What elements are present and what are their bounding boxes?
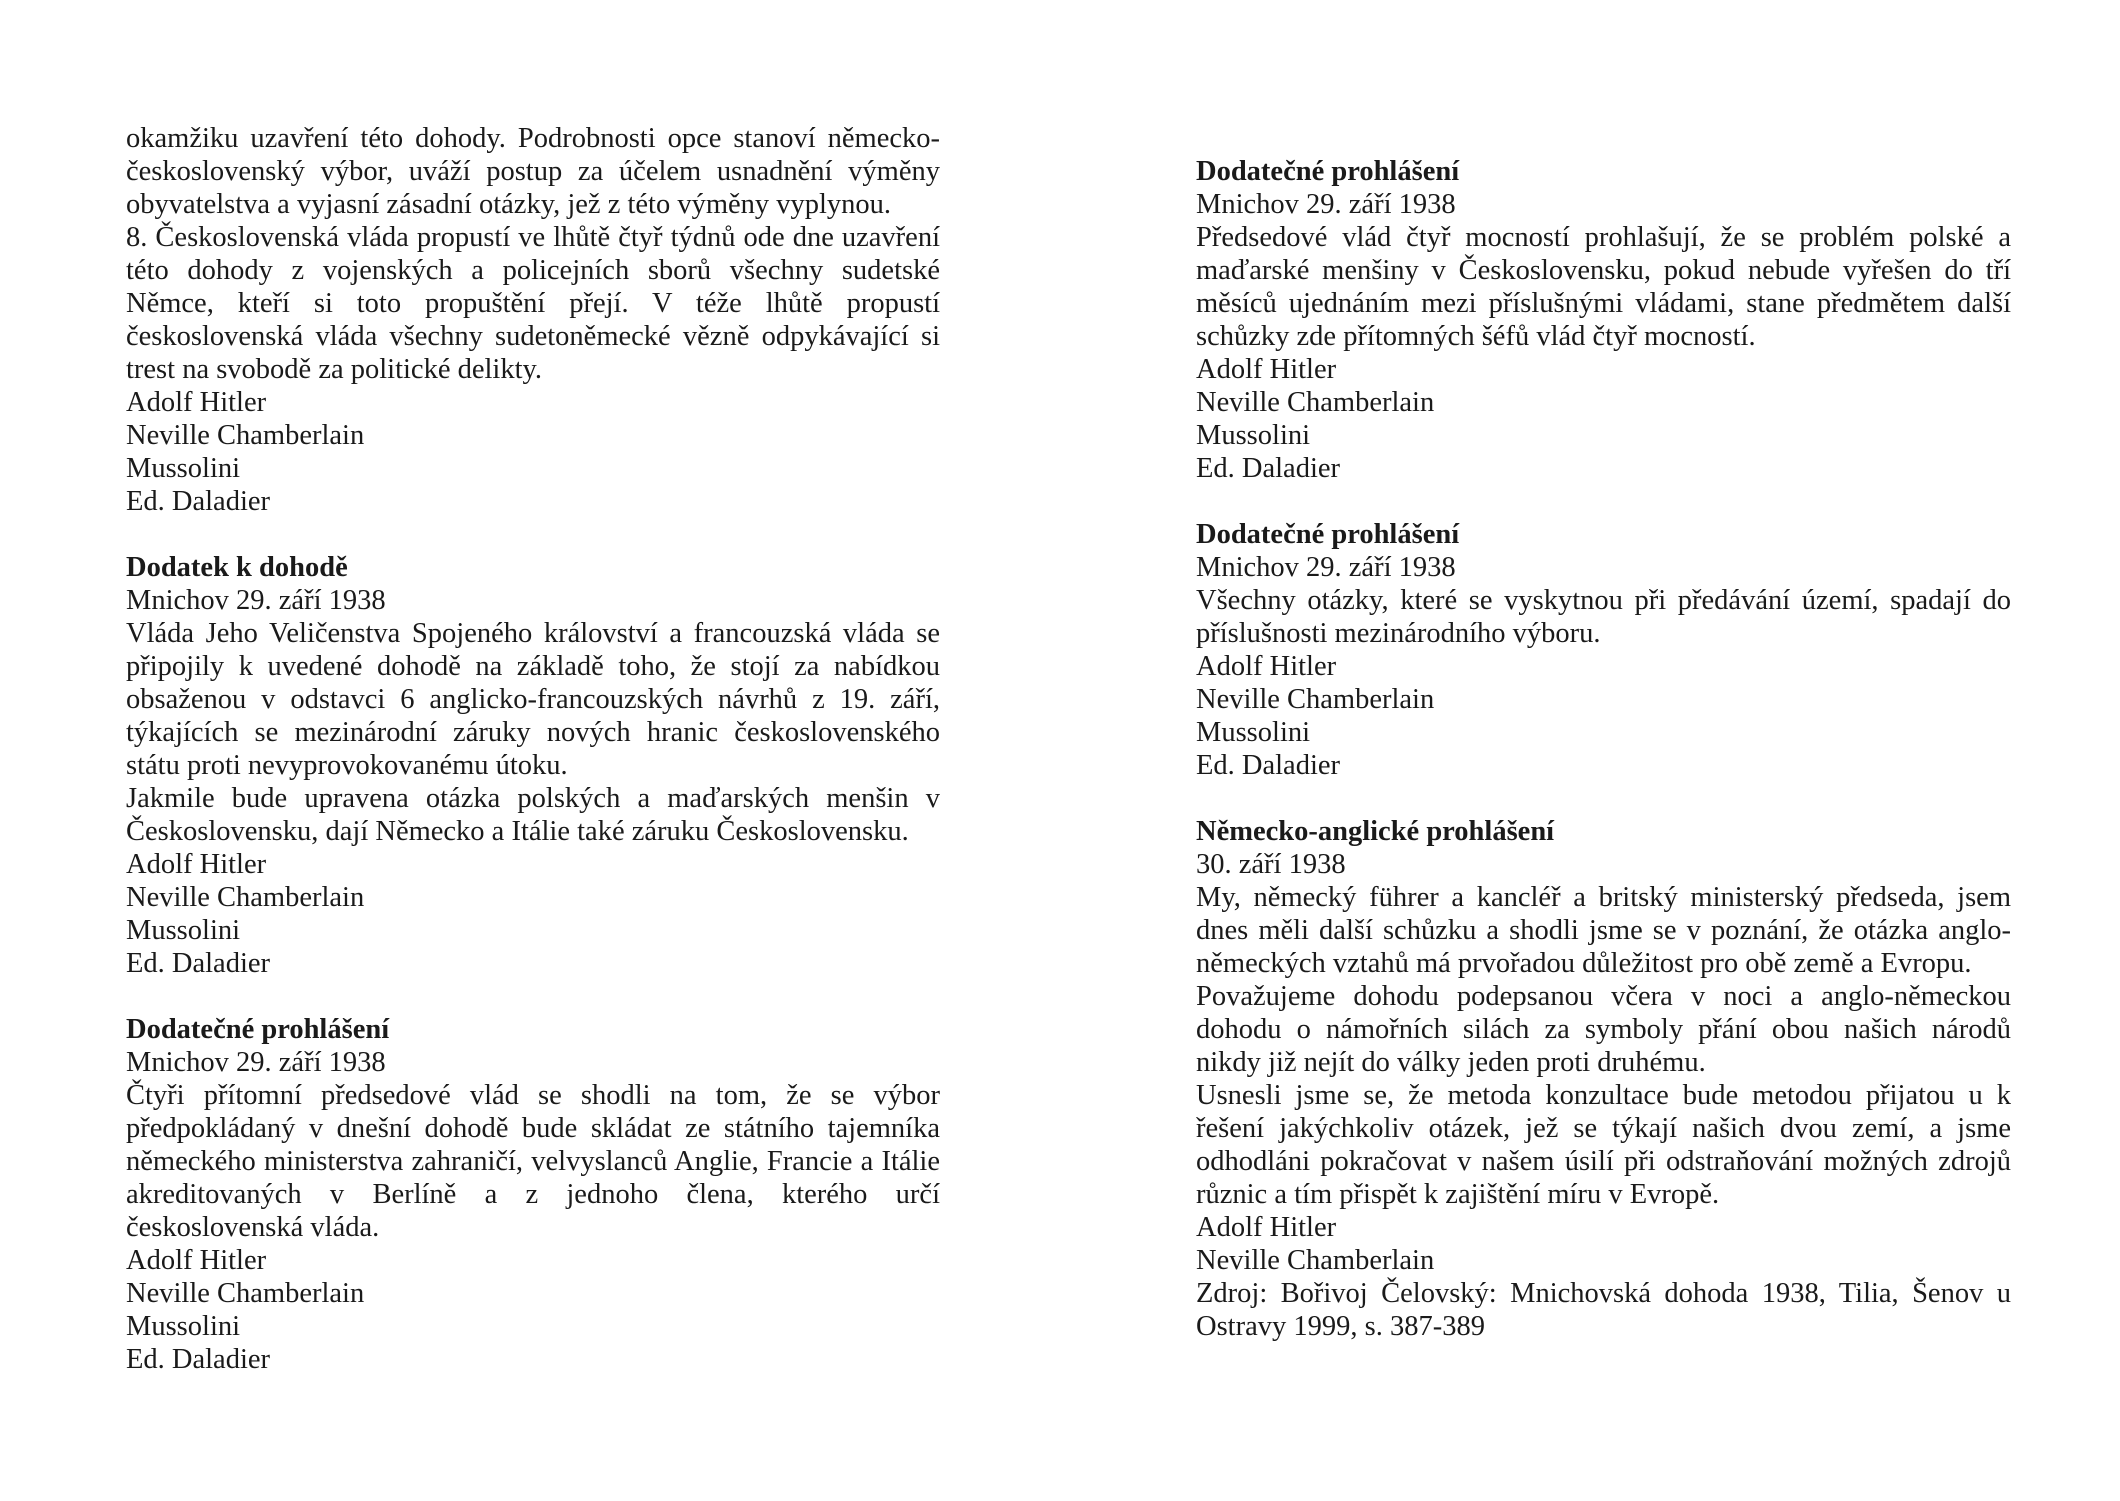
section-heading: Dodatečné prohlášení [126, 1014, 390, 1045]
right-column [1196, 155, 2011, 1343]
signature: Ed. Daladier [126, 486, 271, 517]
signature: Mussolini [126, 453, 241, 484]
section-nemecko-anglicke [1196, 815, 2011, 1343]
signature: Neville Chamberlain [1196, 387, 1435, 418]
section-heading: Dodatek k dohodě [126, 552, 348, 583]
section-date: Mnichov 29. září 1938 [1196, 552, 1456, 583]
paragraph: My, německý führer a kancléř a britský ministerský předseda, jsem dnes měli další schůzku a shodli jsme se v poznání, že otázka anglo-německých vztahů má prvořadou důležitost pro obě země a Evropu. [1196, 882, 2011, 979]
signature: Neville Chamberlain [126, 882, 365, 913]
section-date: Mnichov 29. září 1938 [1196, 189, 1456, 220]
signature: Ed. Daladier [126, 1344, 271, 1375]
section-heading: Dodatečné prohlášení [1196, 519, 1460, 550]
paragraph: 8. Československá vláda propustí ve lhůtě čtyř týdnů ode dne uzavření této dohody z vojenských a policejních sborů všechny sudetské Němce, kteří si toto propuštění přejí. V téže lhůtě propustí československá vláda všechny sudetoněmecké vězně odpykávající si trest na svobodě za politické delikty. [126, 222, 940, 385]
section-dodatek [126, 551, 940, 980]
signature: Ed. Daladier [126, 948, 271, 979]
section-date: 30. září 1938 [1196, 849, 1346, 880]
paragraph: Vláda Jeho Veličenstva Spojeného království a francouzská vláda se připojily k uvedené dohodě na základě toho, že stojí za nabídkou obsaženou v odstavci 6 anglicko-francouzských návrhů z 19. září, týkajících se mezinárodní záruky nových hranic československého státu proti nevyprovokovanému útoku. [126, 618, 940, 781]
signature: Adolf Hitler [126, 387, 267, 418]
section-heading: Německo-anglické prohlášení [1196, 816, 1555, 847]
section-date: Mnichov 29. září 1938 [126, 1047, 386, 1078]
signature: Adolf Hitler [1196, 354, 1337, 385]
section-dodatecne-2 [1196, 155, 2011, 485]
paragraph: Čtyři přítomní předsedové vlád se shodli na tom, že se výbor předpokládaný v dnešní dohodě bude skládat ze státního tajemníka německého ministerstva zahraničí, velvyslanců Anglie, Francie a Itálie akreditovaných v Berlíně a z jednoho člena, kterého určí československá vláda. [126, 1080, 940, 1243]
signature: Adolf Hitler [126, 1245, 267, 1276]
section-dodatecne-1 [126, 1013, 940, 1376]
section-dodatecne-3 [1196, 518, 2011, 782]
signature: Neville Chamberlain [1196, 684, 1435, 715]
section-date: Mnichov 29. září 1938 [126, 585, 386, 616]
signature: Neville Chamberlain [126, 420, 365, 451]
signature: Mussolini [126, 1311, 241, 1342]
left-column [126, 122, 940, 1376]
paragraph: Považujeme dohodu podepsanou včera v noci a anglo-německou dohodu o námořních silách za symboly přání obou našich národů nikdy již nejít do války jeden proti druhému. [1196, 981, 2011, 1078]
signature: Mussolini [1196, 420, 1311, 451]
intro-section [126, 122, 940, 518]
paragraph: Všechny otázky, které se vyskytnou při předávání území, spadají do příslušnosti mezinárodního výboru. [1196, 585, 2011, 649]
signature: Neville Chamberlain [1196, 1245, 1435, 1276]
signature: Adolf Hitler [1196, 651, 1337, 682]
signature: Adolf Hitler [126, 849, 267, 880]
source-citation: Zdroj: Bořivoj Čelovský: Mnichovská dohoda 1938, Tilia, Šenov u Ostravy 1999, s. 387-389 [1196, 1278, 2011, 1342]
signature: Ed. Daladier [1196, 750, 1341, 781]
signature: Ed. Daladier [1196, 453, 1341, 484]
paragraph: Jakmile bude upravena otázka polských a maďarských menšin v Československu, dají Německo a Itálie také záruku Československu. [126, 783, 940, 847]
signature: Mussolini [126, 915, 241, 946]
signature: Mussolini [1196, 717, 1311, 748]
paragraph: okamžiku uzavření této dohody. Podrobnosti opce stanoví německo-československý výbor, uváží postup za účelem usnadnění výměny obyvatelstva a vyjasní zásadní otázky, jež z této výměny vyplynou. [126, 123, 940, 220]
paragraph: Usnesli jsme se, že metoda konzultace bude metodou přijatou u k řešení jakýchkoliv otázek, jež se týkají našich dvou zemí, a jsme odhodláni pokračovat v našem úsilí při odstraňování možných zdrojů různic a tím přispět k zajištění míru v Evropě. [1196, 1080, 2011, 1210]
section-heading: Dodatečné prohlášení [1196, 156, 1460, 187]
signature: Adolf Hitler [1196, 1212, 1337, 1243]
paragraph: Předsedové vlád čtyř mocností prohlašují, že se problém polské a maďarské menšiny v Československu, pokud nebude vyřešen do tří měsíců ujednáním mezi příslušnými vládami, stane předmětem další schůzky zde přítomných šéfů vlád čtyř mocností. [1196, 222, 2011, 352]
signature: Neville Chamberlain [126, 1278, 365, 1309]
